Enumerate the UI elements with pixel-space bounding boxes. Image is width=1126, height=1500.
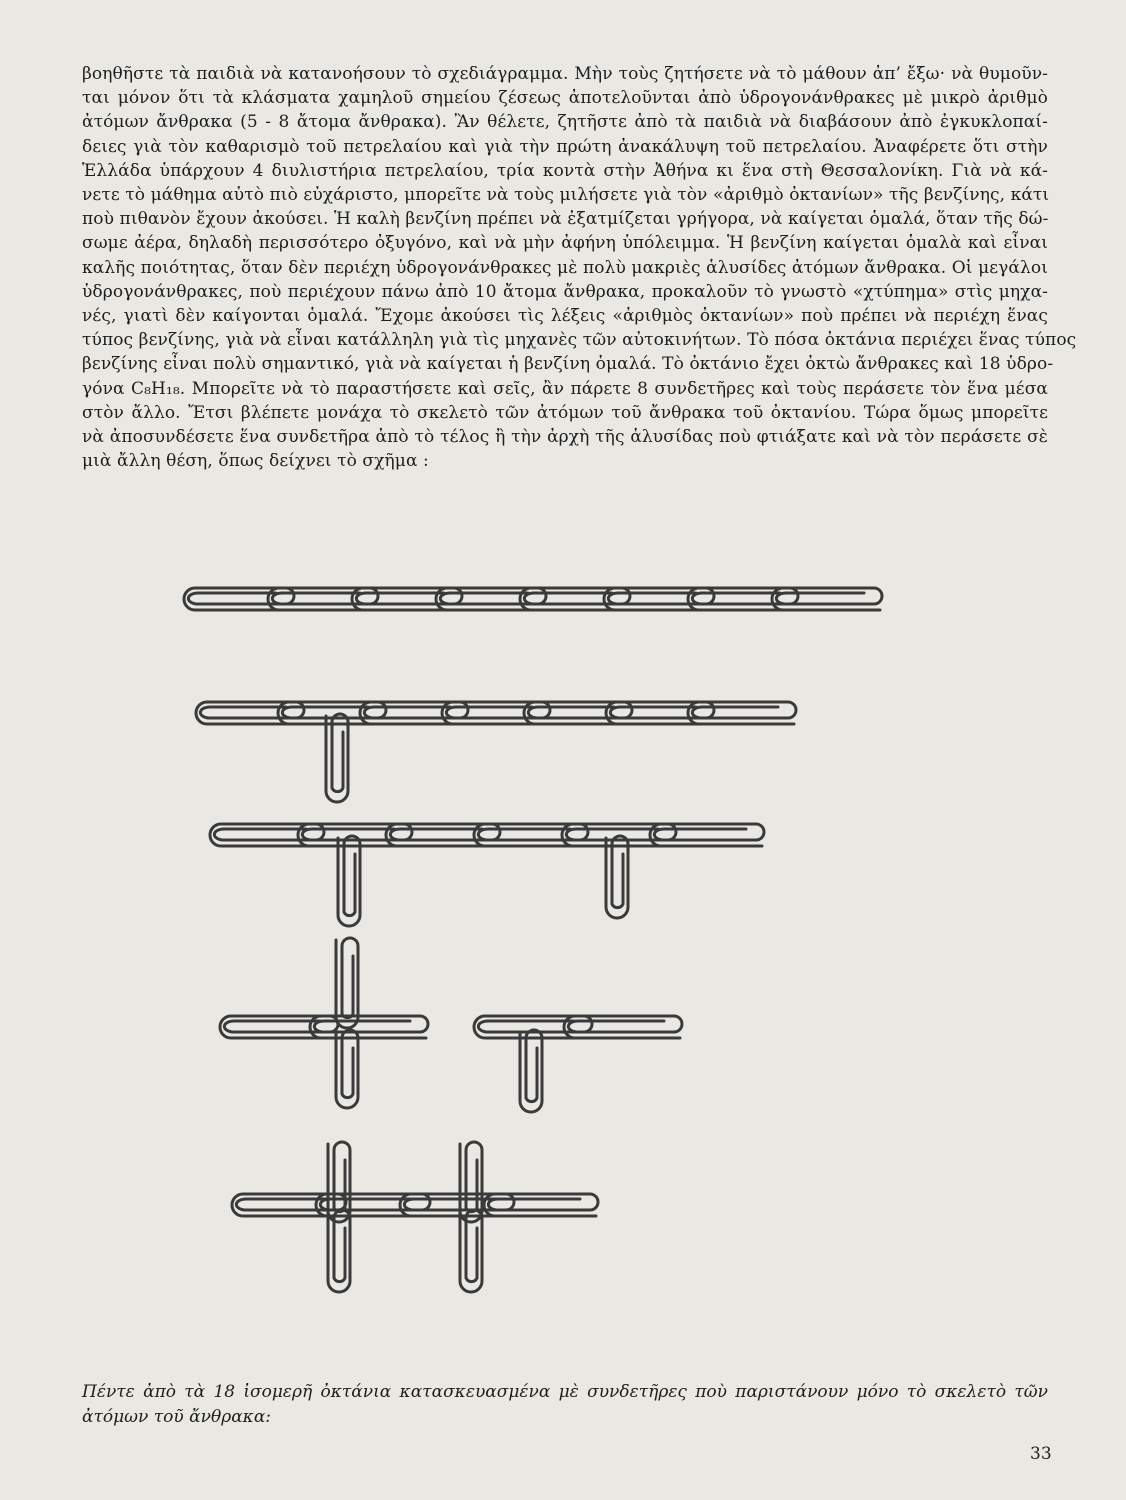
body-line: ὑδρογονάνθρακες, ποὺ περιέχουν πάνω ἀπὸ 10 ἄτομα ἄνθρακα, προκαλοῦν τὸ γνωστὸ «χτύπημα» στὶς μηχα- <box>82 281 1048 302</box>
body-line: ἀτόμων ἄνθρακα (5 - 8 ἄτομα ἄνθρακα). Ἂν θέλετε, ζητῆστε ἀπὸ τὰ παιδιὰ νὰ διαβάσουν ἀπὸ ἐγκυκλοπαί- <box>82 112 1048 133</box>
paperclip <box>474 824 588 846</box>
paperclip <box>474 1016 592 1038</box>
paperclip <box>436 588 546 610</box>
paperclip <box>442 702 550 724</box>
paperclip <box>184 588 294 610</box>
paperclip <box>772 588 882 610</box>
paperclip <box>268 588 378 610</box>
paperclip <box>386 824 500 846</box>
paperclip <box>564 1016 682 1038</box>
body-line: νές, γιατὶ δὲν καίγονται ὁμαλά. Ἔχομε ἀκούσει τὶς λέξεις «ἀριθμὸς ὀκτανίων» ποὺ πρέπει νὰ περιέχη ἕνας <box>82 306 1048 327</box>
page-number: 33 <box>1030 1444 1052 1464</box>
paperclip <box>688 702 796 724</box>
paperclip <box>210 824 324 846</box>
paperclip <box>520 1030 542 1112</box>
paperclip <box>606 702 714 724</box>
paperclip <box>338 836 360 926</box>
body-line: νετε τὸ μάθημα αὐτὸ πιὸ εὐχάριστο, μπορεῖτε νὰ τοὺς μιλήσετε γιὰ τὸν «ἀριθμὸ ὀκτανίων» τῆς βενζίνης, κάτι <box>82 185 1050 206</box>
figure-caption <box>82 1380 1048 1430</box>
paperclip <box>520 588 630 610</box>
paperclip <box>336 1030 358 1108</box>
body-line: τύπος βενζίνης, γιὰ νὰ εἶναι κατάλληλη γιὰ τὶς μηχανὲς τῶν αὐτοκινήτων. Τὸ πόσα ὀκτάνια περιέχει ἕνας τύπος <box>82 330 1077 351</box>
paperclip <box>400 1194 514 1216</box>
body-line: νὰ ἀποσυνδέσετε ἕνα συνδετῆρα ἀπὸ τὸ τέλος ἢ τὴν ἀρχὴ τῆς ἁλυσίδας ποὺ φτιάξατε καὶ νὰ τὸν περάσετε σὲ <box>82 427 1048 448</box>
paperclip-chains-illustration <box>170 570 900 1330</box>
paperclip <box>606 836 628 918</box>
paperclip <box>310 1016 428 1038</box>
body-line: στὸν ἄλλο. Ἔτσι βλέπετε μονάχα τὸ σκελετὸ τῶν ἀτόμων τοῦ ἄνθρακα τοῦ ὀκτανίου. Τώρα ὅμως μπορεῖτε <box>82 402 1048 423</box>
caption-line: Πέντε ἀπὸ τὰ 18 ἰσομερῆ ὀκτάνια κατασκευασμένα μὲ συνδετῆρες ποὺ παριστάνουν μόνο τὸ σκελετὸ τῶν <box>82 1382 1048 1402</box>
body-line: μιὰ ἄλλη θέση, ὅπως δείχνει τὸ σχῆμα : <box>82 451 429 472</box>
paperclip <box>326 714 348 802</box>
paperclip <box>352 588 462 610</box>
body-line: καλῆς ποιότητας, ὅταν δὲν περιέχη ὑδρογονάνθρακες μὲ πολὺ μακριὲς ἁλυσίδες ἀτόμων ἄνθρακα. Οἱ μεγάλοι <box>82 257 1048 278</box>
caption-line: ἀτόμων τοῦ ἄνθρακα: <box>82 1407 272 1427</box>
body-text <box>82 62 1077 473</box>
body-line: σωμε ἀέρα, δηλαδὴ περισσότερο ὀξυγόνο, καὶ νὰ μὴν ἀφήνη ὑπόλειμμα. Ἡ βενζίνη καίγεται ὁμαλὰ καὶ εἶναι <box>82 233 1048 254</box>
body-line: βενζίνης εἶναι πολὺ σημαντικό, γιὰ νὰ καίγεται ἡ βενζίνη ὁμαλά. Τὸ ὀκτάνιο ἔχει ὀκτὼ ἄνθρακες καὶ 18 ὑδρο- <box>82 354 1054 375</box>
body-line: γόνα C₈H₁₈. Μπορεῖτε νὰ τὸ παραστήσετε καὶ σεῖς, ἂν πάρετε 8 συνδετῆρες καὶ τοὺς περάσετε τὸν ἕνα μέσα <box>82 378 1048 399</box>
body-line: Ἑλλάδα ὑπάρχουν 4 διυλιστήρια πετρελαίου, τρία κοντὰ στὴν Ἀθήνα κι ἕνα στὴ Θεσσαλονίκη. Γιὰ νὰ κά- <box>82 160 1048 181</box>
paperclip-octane-figure <box>170 570 900 1330</box>
paperclip <box>360 702 468 724</box>
paperclip <box>220 1016 338 1038</box>
body-line: ται μόνον ὅτι τὰ κλάσματα χαμηλοῦ σημείου ζέσεως ἀποτελοῦνται ἀπὸ ὑδρογονάνθρακες μὲ μικρὸ ἀριθμὸ <box>82 88 1048 109</box>
paperclip <box>604 588 714 610</box>
paperclip <box>688 588 798 610</box>
body-line: δειες γιὰ τὸν καθαρισμὸ τοῦ πετρελαίου καὶ γιὰ τὴν πρώτη ἀνακάλυψη τοῦ πετρελαίου. Ἀναφέρετε ὅτι στὴν <box>82 136 1048 157</box>
paperclip <box>650 824 764 846</box>
paperclip <box>524 702 632 724</box>
body-line: ποὺ πιθανὸν ἔχουν ἀκούσει. Ἡ καλὴ βενζίνη πρέπει νὰ ἐξατμίζεται γρήγορα, νὰ καίγεται ὁμαλά, ὅταν τῆς δώ- <box>82 209 1049 230</box>
paperclip <box>484 1194 598 1216</box>
paperclip <box>196 702 304 724</box>
body-line: βοηθῆστε τὰ παιδιὰ νὰ κατανοήσουν τὸ σχεδιάγραμμα. Μὴν τοὺς ζητήσετε νὰ τὸ μάθουν ἀπ’ ἔξω· νὰ θυμοῦν- <box>82 64 1048 84</box>
